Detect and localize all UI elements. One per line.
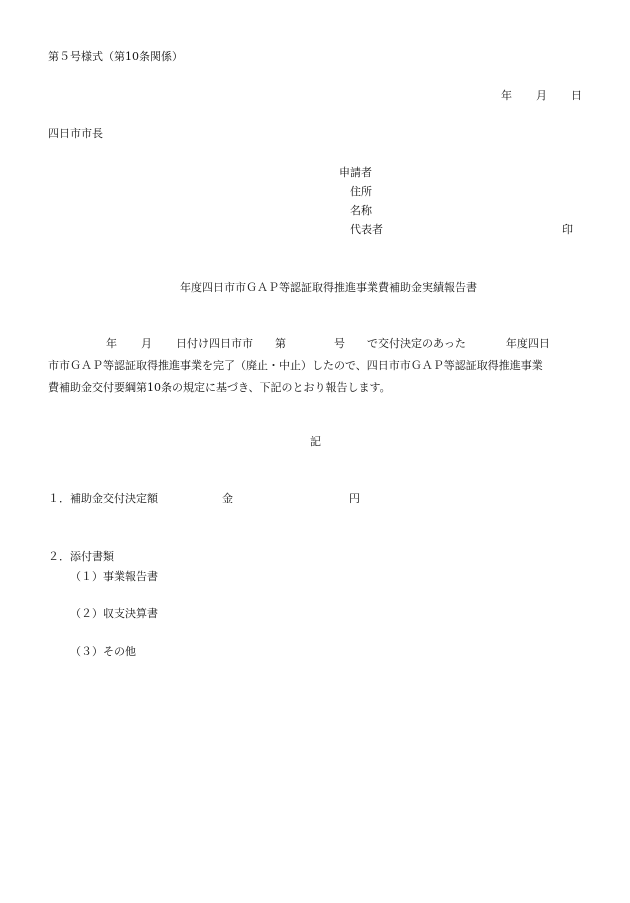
applicant-representative-label: 代表者 bbox=[350, 223, 383, 236]
body-dated: 日付け四日市市 bbox=[176, 337, 253, 350]
applicant-address-label: 住所 bbox=[350, 185, 372, 198]
body-dai: 第 bbox=[275, 337, 286, 350]
seal-mark: 印 bbox=[562, 223, 573, 236]
addressee: 四日市市長 bbox=[48, 127, 103, 140]
attachment-item-3: （３）その他 bbox=[70, 645, 136, 658]
body-go: 号 bbox=[334, 337, 345, 350]
item1-kin: 金 bbox=[222, 492, 233, 505]
applicant-name-label: 名称 bbox=[350, 204, 372, 217]
form-label: 第５号様式（第10条関係） bbox=[48, 50, 183, 63]
date-month: 月 bbox=[536, 89, 547, 102]
body-year: 年 bbox=[106, 337, 117, 350]
item1-yen: 円 bbox=[349, 492, 360, 505]
body-decided: で交付決定のあった bbox=[367, 337, 466, 350]
attachment-item-2: （２）収支決算書 bbox=[70, 607, 158, 620]
body-line-2: 市市ＧＡＰ等認証取得推進事業を完了（廃止・中止）したので、四日市市ＧＡＰ等認証取得推進事業 bbox=[48, 359, 543, 372]
attachment-item-1: （１）事業報告書 bbox=[70, 570, 158, 583]
applicant-heading: 申請者 bbox=[339, 166, 372, 179]
date-year: 年 bbox=[501, 89, 512, 102]
document-title: 年度四日市市ＧＡＰ等認証取得推進事業費補助金実績報告書 bbox=[180, 281, 477, 294]
body-paragraph bbox=[48, 333, 588, 399]
item1-label: １．補助金交付決定額 bbox=[48, 492, 158, 505]
body-line-1 bbox=[48, 333, 588, 355]
date-line bbox=[501, 89, 582, 103]
body-fiscal-year: 年度四日 bbox=[505, 337, 550, 350]
body-month: 月 bbox=[141, 337, 152, 350]
ki-heading: 記 bbox=[310, 435, 321, 448]
date-day: 日 bbox=[571, 89, 582, 102]
body-line-3: 費補助金交付要綱第10条の規定に基づき、下記のとおり報告します。 bbox=[48, 381, 391, 394]
item2-label: ２．添付書類 bbox=[48, 550, 114, 563]
